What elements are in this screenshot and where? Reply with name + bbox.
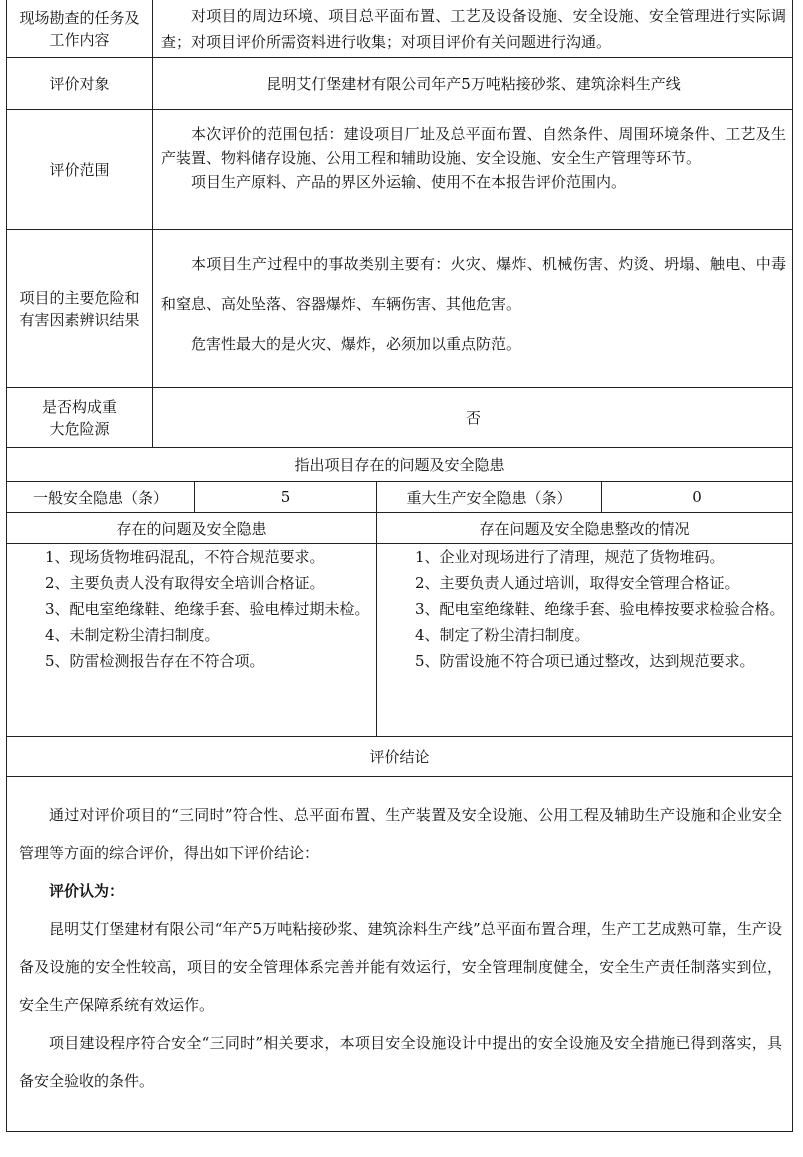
fix-item: 5、防雷设施不符合项已通过整改，达到规范要求。 (415, 652, 755, 670)
scope-p2: 项目生产原料、产品的界区外运输、使用不在本报告评价范围内。 (191, 173, 627, 191)
label-major-hazard: 是否构成重大危险源 (7, 388, 153, 447)
fix-item: 3、配电室绝缘鞋、绝缘手套、验电棒按要求检验合格。 (415, 600, 785, 618)
conclusion-p3: 昆明艾仃堡建材有限公司“年产5万吨粘接砂浆、建筑涂料生产线”总平面布置合理，生产工艺成熟可靠，生产设备及设施的安全性较高，项目的安全管理体系完善并能有效运行，安全管理制度健全，安全生产责任制落实到位，安全生产保障系统有效运作。 (19, 920, 782, 1014)
issues-header: 指出项目存在的问题及安全隐患 (7, 448, 792, 482)
label-hazards: 项目的主要危险和有害因素辨识结果 (7, 230, 153, 387)
general-hazard-count: 5 (195, 482, 377, 512)
value-object: 昆明艾仃堡建材有限公司年产5万吨粘接砂浆、建筑涂料生产线 (266, 75, 681, 93)
fixes-header: 存在问题及安全隐患整改的情况 (479, 519, 690, 538)
general-hazard-label: 一般安全隐患（条） (7, 482, 195, 512)
conclusion-header: 评价结论 (7, 737, 792, 777)
hazards-p1: 本项目生产过程中的事故类别主要有：火灾、爆炸、机械伤害、灼烫、坍塌、触电、中毒和窒息、高处坠落、容器爆炸、车辆伤害、其他危害。 (161, 255, 786, 313)
value-scope (153, 110, 792, 229)
conclusion-p1: 通过对评价项目的“三同时”符合性、总平面布置、生产装置及安全设施、公用工程及辅助生产设施和企业安全管理等方面的综合评价，得出如下评价结论： (19, 806, 782, 862)
row-hazard-counts (7, 482, 792, 513)
fix-item: 2、主要负责人通过培训，取得安全管理合格证。 (415, 574, 740, 592)
problems-list (7, 544, 377, 736)
problem-item: 4、未制定粉尘清扫制度。 (45, 626, 220, 644)
value-tasks (153, 0, 792, 57)
conclusion-body (7, 796, 792, 1100)
row-major-hazard (7, 388, 792, 448)
problem-item: 1、现场货物堆码混乱，不符合规范要求。 (45, 548, 325, 566)
problem-item: 2、主要负责人没有取得安全培训合格证。 (45, 574, 325, 592)
row-hazards (7, 230, 792, 388)
label-scope: 评价范围 (7, 110, 153, 229)
tasks-text: 对项目的周边环境、项目总平面布置、工艺及设备设施、安全设施、安全管理进行实际调查；对项目评价所需资料进行收集；对项目评价有关问题进行沟通。 (161, 7, 786, 51)
problems-header: 存在的问题及安全隐患 (7, 513, 377, 543)
row-tasks (7, 0, 792, 58)
scope-p1: 本次评价的范围包括：建设项目厂址及总平面布置、自然条件、周围环境条件、工艺及生产装置、物料储存设施、公用工程和辅助设施、安全设施、安全生产管理等环节。 (161, 125, 786, 167)
major-hazard-label: 重大生产安全隐患（条） (377, 482, 602, 512)
fixes-list (377, 544, 792, 736)
conclusion-p4: 项目建设程序符合安全“三同时”相关要求，本项目安全设施设计中提出的安全设施及安全措施已得到落实，具备安全验收的条件。 (19, 1034, 782, 1090)
value-hazards (153, 230, 792, 387)
major-hazard-count: 0 (692, 488, 702, 506)
problem-item: 3、配电室绝缘鞋、绝缘手套、验电棒过期未检。 (45, 600, 370, 618)
evaluation-form (6, 0, 793, 1132)
problem-item: 5、防雷检测报告存在不符合项。 (45, 652, 265, 670)
row-issue-headers (7, 513, 792, 544)
row-scope (7, 110, 792, 230)
hazards-p2: 危害性最大的是火灾、爆炸，必须加以重点防范。 (191, 335, 522, 353)
fix-item: 4、制定了粉尘清扫制度。 (415, 626, 590, 644)
value-major-hazard: 否 (465, 409, 481, 427)
label-tasks: 现场勘查的任务及工作内容 (7, 0, 153, 57)
fix-item: 1、企业对现场进行了清理，规范了货物堆码。 (415, 548, 725, 566)
conclusion-verdict-label: 评价认为： (49, 882, 125, 900)
row-object (7, 58, 792, 110)
label-object: 评价对象 (7, 58, 153, 109)
row-issue-lists (7, 544, 792, 737)
